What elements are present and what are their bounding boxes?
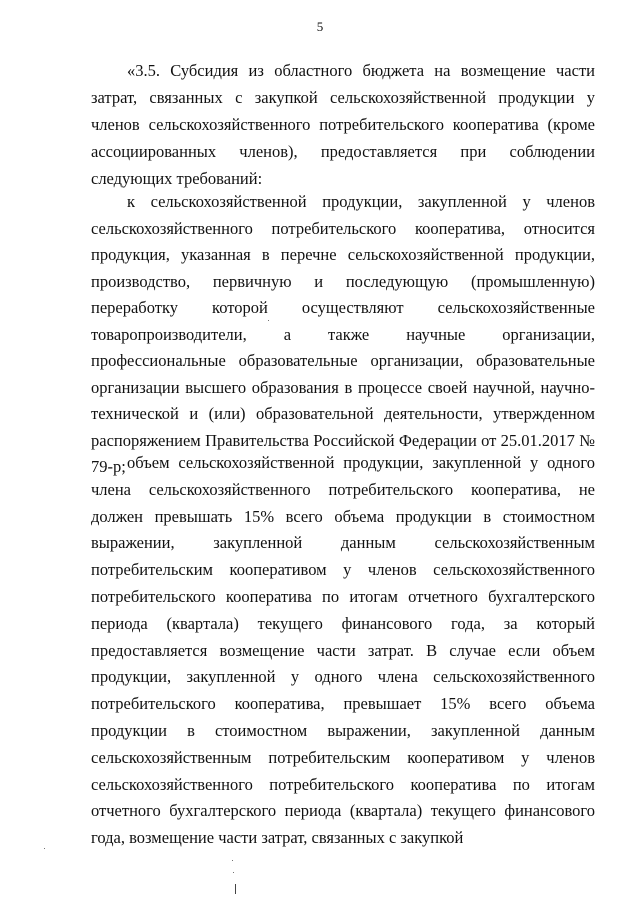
- requirement-product-list: [91, 189, 595, 481]
- paragraph: к сельскохозяйственной продукции, закупленной у членов сельскохозяйственного потребительского кооператива, относится продукция, указанная в перечне сельскохозяйственной продукции, производство, первичную и последующую (промышленную) переработку которой осуществляют сельскохозяйственные товаропроизводители, а также научные организации, профессиональные образовательные организации, образовательные организации высшего образования в процессе своей научной, научно-технической и (или) образовательной деятельности, утвержденном распоряжением Правительства Российской Федерации от 25.01.2017 № 79-р;: [91, 192, 595, 476]
- scan-artifact: [268, 320, 269, 321]
- scan-artifact: [44, 848, 45, 849]
- page-number: 5: [316, 19, 324, 34]
- scan-artifact: [232, 860, 233, 861]
- section-3-5-intro: [91, 57, 595, 192]
- paragraph: объем сельскохозяйственной продукции, закупленной у одного члена сельскохозяйственного потребительского кооператива, не должен превышать 15% всего объема продукции в стоимостном выражении, закупленной данным сельскохозяйственным потребительским кооперативом у членов сельскохозяйственного потребительского кооператива по итогам отчетного бухгалтерского периода (квартала) текущего финансового года, за который предоставляется возмещение части затрат. В случае если объем продукции, закупленной у одного члена сельскохозяйственного потребительского кооператива, превышает 15% всего объема продукции в стоимостном выражении, закупленной данным сельскохозяйственным потребительским кооперативом у членов сельскохозяйственного потребительского кооператива по итогам отчетного бухгалтерского периода (квартала) текущего финансового года, возмещение части затрат, связанных с закупкой: [91, 453, 595, 848]
- scan-artifact: [233, 872, 234, 873]
- scan-artifact: [235, 884, 236, 894]
- requirement-volume-limit: [91, 450, 595, 852]
- paragraph: «3.5. Субсидия из областного бюджета на возмещение части затрат, связанных с закупкой сельскохозяйственной продукции у членов сельскохозяйственного потребительского кооператива (кроме ассоциированных членов), предоставляется при соблюдении следующих требований:: [91, 61, 595, 188]
